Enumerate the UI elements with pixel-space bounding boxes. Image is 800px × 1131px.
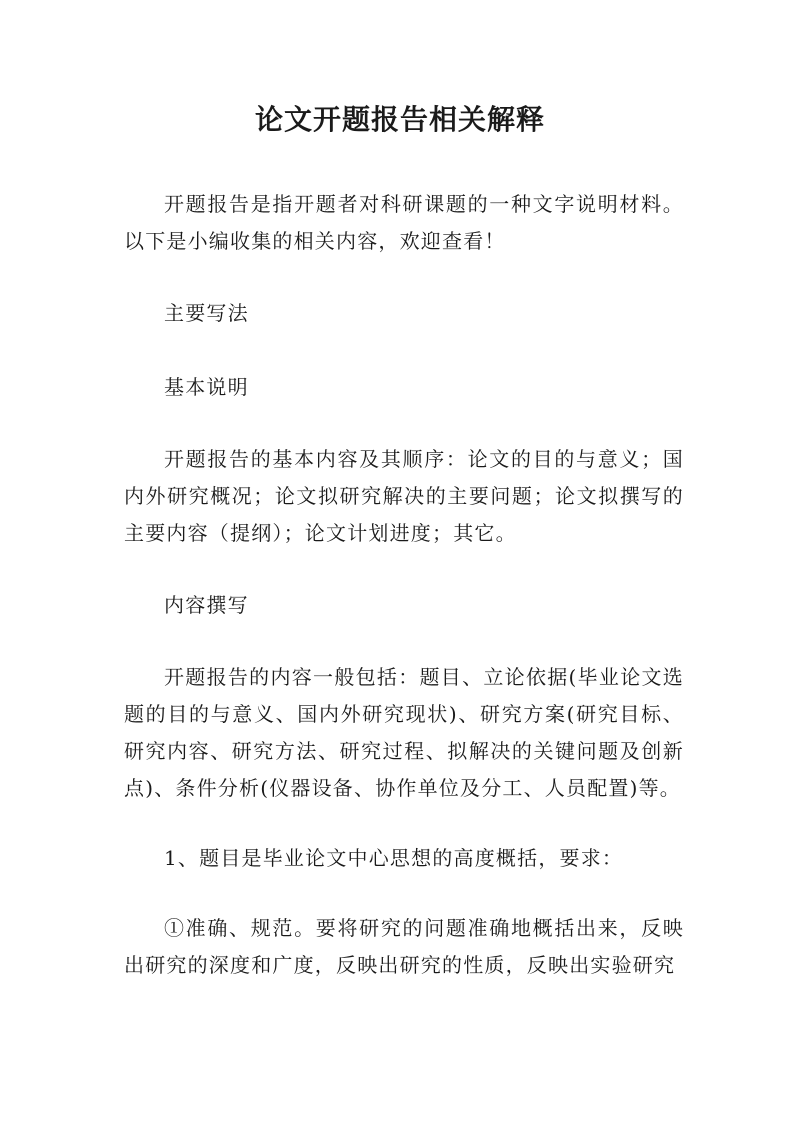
section-heading-basic-description: 基本说明 xyxy=(164,375,249,399)
section-heading-main-writing: 主要写法 xyxy=(164,301,249,325)
intro-paragraph: 开题报告是指开题者对科研课题的一种文字说明材料。以下是小编收集的相关内容，欢迎查看！ xyxy=(124,192,684,253)
title-requirements-paragraph: 1、题目是毕业论文中心思想的高度概括，要求： xyxy=(164,846,624,870)
section-heading-content-writing: 内容撰写 xyxy=(164,593,249,617)
accuracy-requirement-paragraph: ①准确、规范。要将研究的问题准确地概括出来，反映出研究的深度和广度，反映出研究的性质，反映出实验研究 xyxy=(124,916,684,977)
document-body xyxy=(124,186,684,1017)
basic-content-paragraph: 开题报告的基本内容及其顺序：论文的目的与意义；国内外研究概况；论文拟研究解决的主要问题；论文拟撰写的主要内容（提纲）；论文计划进度；其它。 xyxy=(124,447,684,545)
document-title: 论文开题报告相关解释 xyxy=(254,103,545,136)
content-scope-paragraph: 开题报告的内容一般包括：题目、立论依据(毕业论文选题的目的与意义、国内外研究现状)、研究方案(研究目标、研究内容、研究方法、研究过程、拟解决的关键问题及创新点)、条件分析(仪器设备、协作单位及分工、人员配置)等。 xyxy=(124,665,684,800)
